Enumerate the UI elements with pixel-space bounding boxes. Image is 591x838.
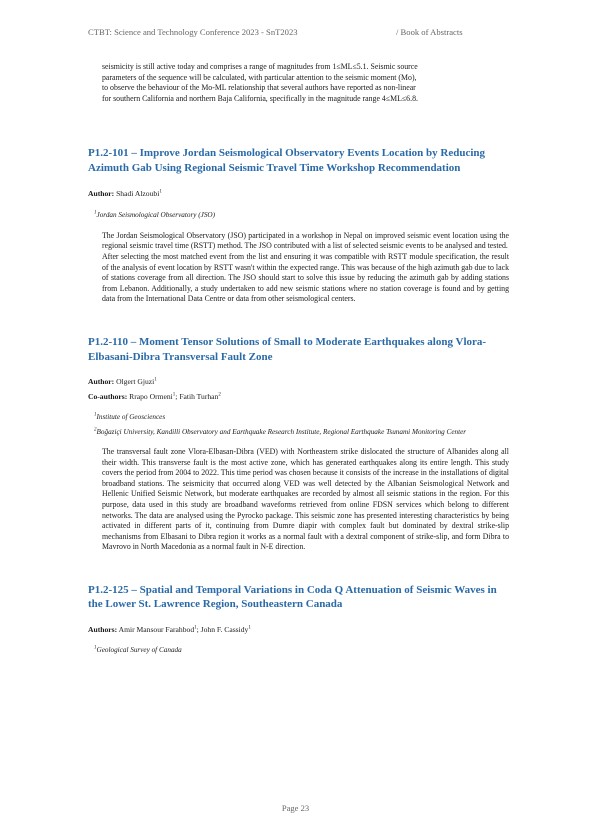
author-line [88, 189, 509, 198]
coauthor-line: Co-authors: Rrapo Ormeni$^1$; Fatih Turhan$^2$ [88, 392, 221, 402]
abstract-title: P1.2-125 – Spatial and Temporal Variations in Coda Q Attenuation of Seismic Waves in the Lower St. Lawrence Region, Southeastern Canada [88, 583, 497, 611]
author-line: Author: Olgert Gjuzi$^1$ [88, 377, 157, 387]
coauthor-name: Rrapo Ormeni [129, 392, 173, 402]
affiliation: $^2$Boğaziçi University, Kandilli Observatory and Earthquake Research Institute, Regional Earthquake Tsunami Monitoring Center [94, 427, 467, 436]
abstract-p1-2-110 [88, 335, 509, 553]
book-title: / Book of Abstracts [396, 27, 463, 37]
affiliation: $^1$Institute of Geosciences [94, 412, 166, 422]
author-name: Shadi Alzoubi [116, 189, 160, 199]
author-line: Authors: Amir Mansour Farahbod$^1$; John F. Cassidy$^1$ [88, 624, 251, 634]
author-name: Amir Mansour Farahbod [118, 624, 195, 634]
intro-line: seismicity is still active today and comprises a range of magnitudes from 1≤ML≤5.1. Seismic source [102, 62, 418, 71]
abstract-title: P1.2-110 – Moment Tensor Solutions of Small to Moderate Earthquakes along Vlora-Elbasani-Dibra Transversal Fault Zone [88, 336, 487, 363]
abstract-paragraph: The Jordan Seismological Observatory (JSO) participated in a workshop in Nepal on improved seismic event location using the regional seismic travel time (RSTT) method. The JSO contributed with a list of selected seismic events to be analysed and tested. [102, 230, 509, 251]
conference-title: CTBT: Science and Technology Conference 2023 - SnT2023 [88, 27, 298, 37]
abstract-body [88, 447, 509, 553]
abstract-p1-2-125 [88, 583, 509, 656]
coauthor-name: Fatih Turhan [179, 392, 219, 402]
abstract-body [88, 231, 509, 305]
abstract-p1-2-101 [88, 146, 509, 305]
abstract-paragraph: The transversal fault zone Vlora-Elbasan-Dibra (VED) with Northeastern strike dislocated the structure of Albanides along all their width. This transverse fault is the most active zone, which has generated earthquakes along its entire length. This study covers the period from 2004 to 2022. This time period was chosen because it consists of the increase in the installations of digital broadband stations. The seismicity that occurred along VED was well detected by the Albanian Seismological Network and Hellenic Unified Seismic Network, but moderate earthquakes are recorded by almost all seismic stations in the region. For this purpose, data used in this study are broadband waveforms retrieved from online FDSN services which belong to different networks. The data are analysed using the Pyrocko package. This seismic zone has presented interesting characteristics by being activated in different parts of it, continuing from Dumre diapir with complex fault but dominated by dextral strike-slip mechanisms from Elbasani to Dibra region it works as a normal fault with a dextral component of strike-slip, and form Dibra to Mavrovo in North Macedonia as a normal fault in N-E direction. [102, 447, 509, 552]
intro-line: parameters of the sequence will be calculated, with particular attention to the seismic moment (Mo), [102, 72, 417, 82]
intro-line: to observe the behaviour of the Mo-ML relationship that several authors have reported as non-linear [102, 83, 416, 93]
author-name: Olgert Gjuzi [116, 377, 155, 387]
abstract-title: P1.2-101 – Improve Jordan Seismological Observatory Events Location by Reducing Azimuth Gab Using Regional Seismic Travel Time Workshop Recommendation [88, 147, 486, 174]
affiliation: $^1$Jordan Seismological Observatory (JSO) [94, 210, 216, 220]
affiliation: $^1$Geological Survey of Canada [94, 645, 182, 654]
author-name: John F. Cassidy [200, 624, 249, 634]
author-sup: 1 [159, 189, 162, 195]
coauthors-label: Co-authors: [88, 392, 128, 402]
author-label: Authors: [88, 624, 118, 634]
intro-line: for southern California and northern Baja California, specifically in the magnitude range 4≤ML≤6.8. [102, 93, 418, 103]
page-number: Page 23 [281, 803, 310, 813]
abstract-paragraph: After selecting the most matched event from the list and ensuring it was compatible with RSTT module specification, the result of the analysis of event location by RSTT wasn't within the expected range. This was because of the high azimuth gab due to lack of stations coverage from all direction. The JSO should start to solve this issue by reducing the azimuth gab by adding stations from Lebanon. Additionally, a study undertaken to add new seismic stations where no station coverage is found and by getting data from the International Data Centre or data from other seismological centers. [102, 252, 509, 304]
author-label: Author: [88, 377, 115, 387]
author-label: Author: [88, 189, 115, 199]
intro-paragraph [88, 62, 509, 104]
page-content [88, 62, 509, 655]
